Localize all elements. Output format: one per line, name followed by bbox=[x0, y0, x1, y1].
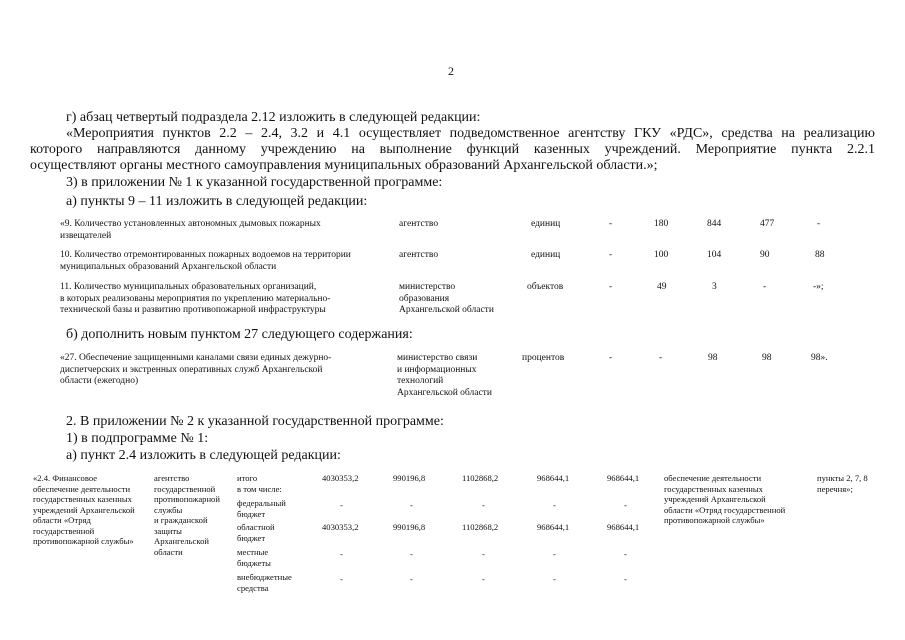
indicator-unit: объектов bbox=[527, 282, 564, 292]
item-2-heading: 2. В приложении № 2 к указанной государственной программе: bbox=[66, 414, 444, 429]
funding-value: - bbox=[624, 574, 627, 584]
funding-value: - bbox=[624, 500, 627, 510]
funding-value: - bbox=[553, 549, 556, 559]
funding-value: - bbox=[410, 500, 413, 510]
indicator-value: 477 bbox=[760, 219, 775, 229]
source-label: местные бюджеты bbox=[237, 547, 271, 568]
funding-value: 968644,1 bbox=[537, 473, 570, 483]
source-label: федеральный бюджет bbox=[237, 498, 286, 519]
quote-line-3: осуществляют органы местного самоуправления муниципальных образований Архангельской области.»; bbox=[30, 158, 658, 173]
funding-value: - bbox=[553, 500, 556, 510]
indicator-value: - bbox=[659, 353, 663, 363]
item-g-heading: г) абзац четвертый подраздела 2.12 изложить в следующей редакции: bbox=[66, 110, 481, 125]
funding-value: - bbox=[410, 549, 413, 559]
indicator-agency: агентство bbox=[399, 250, 439, 260]
funding-value: - bbox=[482, 500, 485, 510]
funding-value: 990196,8 bbox=[393, 522, 426, 532]
indicator-unit: единиц bbox=[531, 219, 561, 229]
item-3-heading: 3) в приложении № 1 к указанной государственной программе: bbox=[66, 175, 443, 190]
indicator-agency: министерство связи и информационных технологий Архангельской области bbox=[397, 353, 492, 398]
item-1-heading: 1) в подпрограмме № 1: bbox=[66, 431, 209, 446]
funding-value: 1102868,2 bbox=[462, 473, 499, 483]
indicator-value: 100 bbox=[654, 250, 669, 260]
indicator-value: - bbox=[609, 250, 613, 260]
indicator-value: -»; bbox=[813, 282, 824, 292]
activity-executor: агентство государственной противопожарной службы и гражданской защиты Архангельской области bbox=[154, 473, 220, 557]
quote-line-2: которого направляются данному учреждению на выполнение функций казенных учреждений. Мероприятие пункта 2.2.1 bbox=[30, 142, 875, 157]
indicator-name: 11. Количество муниципальных образовательных организаций, в которых реализованы мероприятия по укреплению материально- технической базы и развитию противопожарной инфраструктуры bbox=[60, 282, 331, 315]
funding-value: - bbox=[410, 574, 413, 584]
funding-value: - bbox=[340, 500, 343, 510]
funding-value: - bbox=[340, 549, 343, 559]
funding-value: - bbox=[340, 574, 343, 584]
indicator-name: «27. Обеспечение защищенными каналами связи единых дежурно- диспетчерских и экстренных оперативных служб Архангельской области (ежегодно) bbox=[60, 353, 332, 386]
funding-value: 4030353,2 bbox=[322, 473, 359, 483]
indicator-unit: единиц bbox=[531, 250, 561, 260]
indicator-value: - bbox=[763, 282, 767, 292]
page-number: 2 bbox=[448, 64, 454, 78]
funding-value: 4030353,2 bbox=[322, 522, 359, 532]
funding-value: 968644,1 bbox=[537, 522, 570, 532]
funding-value: 1102868,2 bbox=[462, 522, 499, 532]
funding-value: 968644,1 bbox=[607, 522, 640, 532]
indicator-agency: министерство образования Архангельской области bbox=[399, 282, 494, 315]
indicator-value: - bbox=[609, 353, 613, 363]
indicator-unit: процентов bbox=[522, 353, 565, 363]
source-label: областной бюджет bbox=[237, 522, 275, 543]
quote-line-1: «Мероприятия пунктов 2.2 – 2.4, 3.2 и 4.1 осуществляет подведомственное агентству ГКУ «РДС», средства на реализацию bbox=[66, 126, 875, 141]
indicator-value: 88 bbox=[815, 250, 825, 260]
source-label: итого в том числе: bbox=[237, 473, 282, 494]
item-b-heading: б) дополнить новым пунктом 27 следующего содержания: bbox=[66, 327, 413, 342]
activity-result: обеспечение деятельности государственных казенных учреждений Архангельской области «Отряд государственной противопожарной службы» bbox=[664, 473, 786, 525]
item-a1-heading: а) пункты 9 – 11 изложить в следующей редакции: bbox=[66, 194, 368, 209]
funding-value: 990196,8 bbox=[393, 473, 426, 483]
funding-value: - bbox=[624, 549, 627, 559]
source-label: внебюджетные средства bbox=[237, 572, 292, 593]
indicator-value: - bbox=[817, 219, 821, 229]
indicator-value: 98». bbox=[811, 353, 828, 363]
indicator-value: 98 bbox=[762, 353, 772, 363]
indicator-value: 98 bbox=[708, 353, 718, 363]
funding-value: - bbox=[482, 574, 485, 584]
indicator-name: 10. Количество отремонтированных пожарных водоемов на территории муниципальных образований Архангельской области bbox=[60, 250, 351, 272]
indicator-value: 180 bbox=[654, 219, 669, 229]
indicator-value: 3 bbox=[712, 282, 717, 292]
indicator-value: - bbox=[609, 282, 613, 292]
indicator-name: «9. Количество установленных автономных дымовых пожарных извещателей bbox=[60, 219, 321, 241]
activity-name: «2.4. Финансовое обеспечение деятельности государственных казенных учреждений Архангельской области «Отряд государственной противопожарной службы» bbox=[33, 473, 135, 546]
indicator-value: 90 bbox=[760, 250, 770, 260]
indicator-value: 844 bbox=[707, 219, 722, 229]
activity-links: пункты 2, 7, 8 перечня»; bbox=[817, 473, 868, 494]
funding-value: - bbox=[482, 549, 485, 559]
indicator-agency: агентство bbox=[399, 219, 439, 229]
funding-value: 968644,1 bbox=[607, 473, 640, 483]
indicator-value: 104 bbox=[707, 250, 722, 260]
item-a2-heading: а) пункт 2.4 изложить в следующей редакции: bbox=[66, 448, 341, 463]
indicator-value: 49 bbox=[657, 282, 667, 292]
funding-value: - bbox=[553, 574, 556, 584]
indicator-value: - bbox=[609, 219, 613, 229]
